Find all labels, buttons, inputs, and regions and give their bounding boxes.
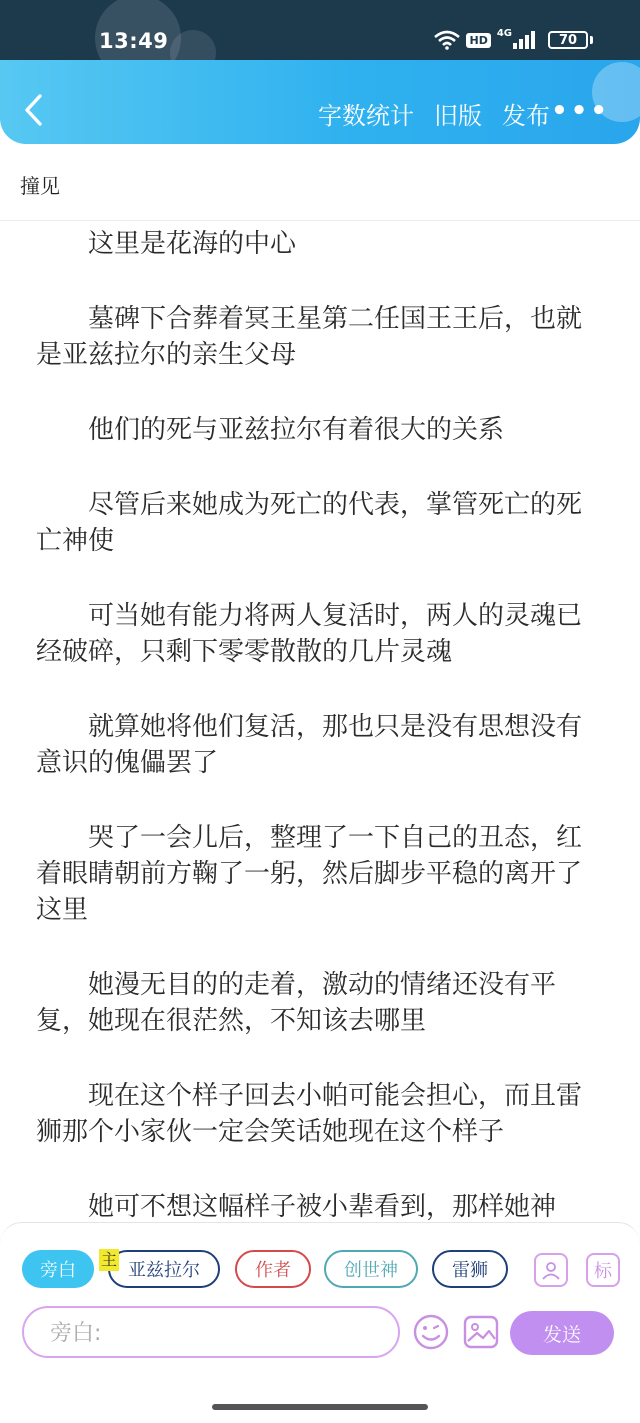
signal-icon	[512, 30, 538, 50]
network-type: 4G	[496, 27, 512, 39]
role-chip-narrator[interactable]: 旁白	[22, 1250, 94, 1288]
person-card-icon[interactable]	[534, 1253, 568, 1287]
more-menu-icon[interactable]: •••	[551, 96, 610, 126]
story-paragraph: 她可不想这幅样子被小辈看到，那样她神	[88, 1192, 557, 1222]
status-icons	[434, 27, 538, 50]
hd-icon: HD	[466, 33, 490, 48]
story-paragraph: 现在这个样子回去小帕可能会担心，而且雷狮那个小家伙一定会笑话她现在这个样子	[36, 1081, 583, 1147]
role-chip-leishi[interactable]: 雷狮	[432, 1250, 508, 1288]
wifi-icon	[434, 30, 460, 50]
message-input[interactable]	[48, 1316, 382, 1350]
story-paragraph: 墓碑下合葬着冥王星第二任国王王后，也就是亚兹拉尔的亲生父母	[36, 304, 583, 370]
story-paragraph: 她漫无目的的走着，激动的情绪还没有平复，她现在很茫然，不知该去哪里	[36, 970, 557, 1036]
story-paragraph: 他们的死与亚兹拉尔有着很大的关系	[88, 415, 505, 445]
status-bar	[0, 0, 640, 60]
role-chip-author[interactable]: 作者	[235, 1250, 311, 1288]
smiley-icon[interactable]	[412, 1313, 450, 1351]
home-indicator[interactable]	[212, 1404, 428, 1410]
message-input-box[interactable]	[22, 1306, 400, 1358]
chapter-title[interactable]: 撞见	[20, 174, 60, 198]
role-chip-yazilaer[interactable]: 亚兹拉尔	[108, 1250, 220, 1288]
back-arrow-icon[interactable]	[22, 93, 46, 127]
tag-button[interactable]: 标	[586, 1253, 620, 1287]
story-paragraph: 可当她有能力将两人复活时，两人的灵魂已经破碎，只剩下零零散散的几片灵魂	[36, 601, 583, 667]
main-role-tag: 主	[101, 1250, 118, 1269]
app-bar	[0, 60, 640, 144]
story-paragraph: 就算她将他们复活，那也只是没有思想没有意识的傀儡罢了	[36, 712, 583, 778]
battery-icon	[548, 31, 588, 49]
story-paragraph: 这里是花海的中心	[88, 229, 297, 259]
story-paragraph: 哭了一会儿后，整理了一下自己的丑态，红着眼睛朝前方鞠了一躬，然后脚步平稳的离开了这里	[36, 823, 583, 925]
send-button[interactable]: 发送	[510, 1311, 614, 1355]
app-bar-actions	[318, 96, 550, 131]
image-icon[interactable]	[462, 1313, 500, 1351]
status-time: 13:49	[99, 29, 169, 53]
story-content[interactable]	[36, 226, 604, 1228]
divider	[0, 220, 640, 221]
old-version-button[interactable]: 旧版	[434, 102, 482, 130]
story-paragraph: 尽管后来她成为死亡的代表，掌管死亡的死亡神使	[36, 490, 583, 556]
role-chip-creator-god[interactable]: 创世神	[324, 1250, 418, 1288]
battery-level: 70	[548, 31, 588, 49]
word-count-button[interactable]: 字数统计	[318, 102, 414, 130]
composer-panel	[0, 1222, 640, 1423]
publish-button[interactable]: 发布	[502, 102, 550, 130]
